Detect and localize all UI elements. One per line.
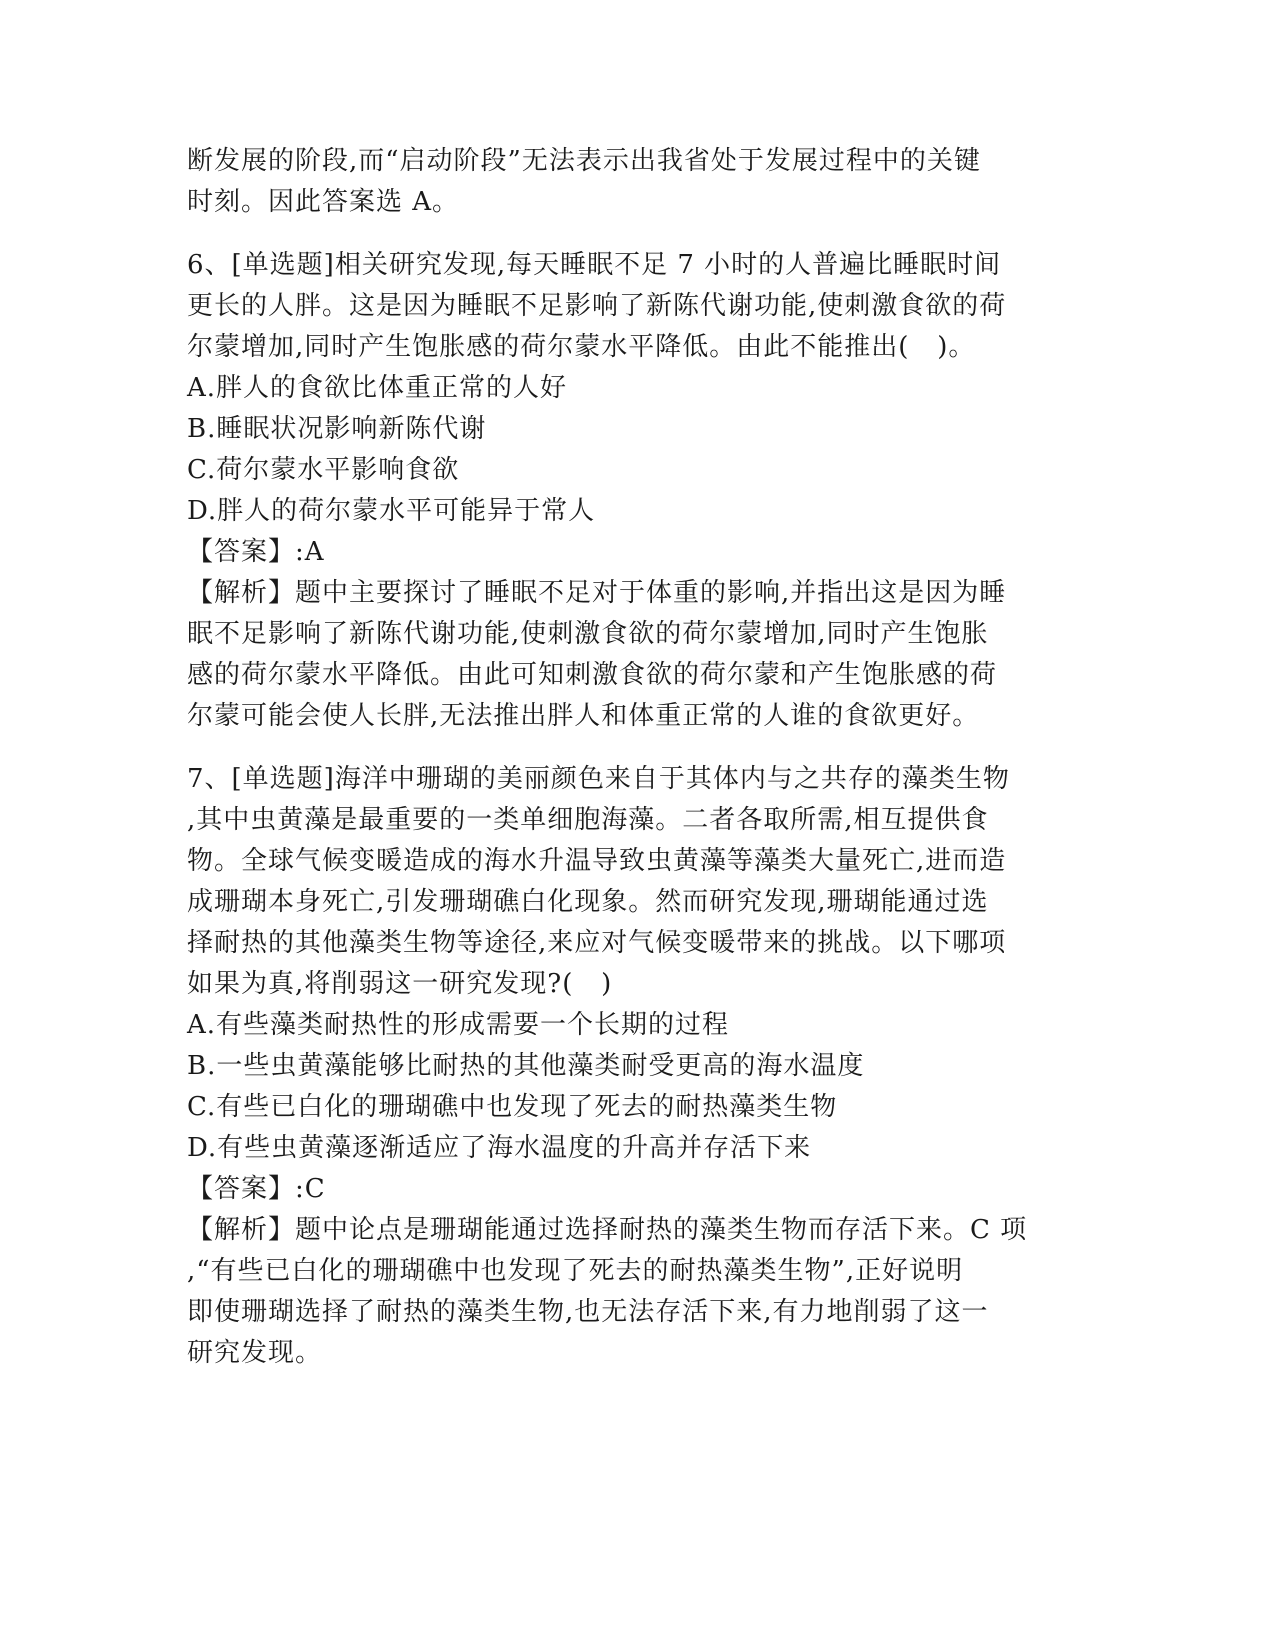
q6-option-d: D.胖人的荷尔蒙水平可能异于常人 — [187, 496, 596, 526]
q7-answer: 【答案】:C — [187, 1174, 326, 1204]
q6-analysis-line: 尔蒙可能会使人长胖,无法推出胖人和体重正常的人谁的食欲更好。 — [187, 701, 980, 731]
q7-option-a: A.有些藻类耐热性的形成需要一个长期的过程 — [187, 1010, 730, 1040]
q6-option-b: B.睡眠状况影响新陈代谢 — [187, 414, 487, 444]
q7-stem-line: 择耐热的其他藻类生物等途径,来应对气候变暖带来的挑战。以下哪项 — [187, 928, 1007, 958]
q6-stem-line: 尔蒙增加,同时产生饱胀感的荷尔蒙水平降低。由此不能推出( )。 — [187, 332, 976, 362]
intro-line: 时刻。因此答案选 A。 — [187, 187, 460, 217]
q7-option-b: B.一些虫黄藻能够比耐热的其他藻类耐受更高的海水温度 — [187, 1051, 865, 1081]
q7-option-d: D.有些虫黄藻逐渐适应了海水温度的升高并存活下来 — [187, 1133, 812, 1163]
q7-option-c: C.有些已白化的珊瑚礁中也发现了死去的耐热藻类生物 — [187, 1092, 838, 1122]
q7-analysis-line: 研究发现。 — [187, 1338, 323, 1368]
q6-analysis-line: 眠不足影响了新陈代谢功能,使刺激食欲的荷尔蒙增加,同时产生饱胀 — [187, 619, 989, 649]
q7-stem-line: 如果为真,将削弱这一研究发现?( ) — [187, 969, 613, 999]
q6-analysis-line: 【解析】题中主要探讨了睡眠不足对于体重的影响,并指出这是因为睡 — [187, 578, 1007, 608]
q7-stem-line: ,其中虫黄藻是最重要的一类单细胞海藻。二者各取所需,相互提供食 — [187, 805, 989, 835]
q7-stem-line: 7、[单选题]海洋中珊瑚的美丽颜色来自于其体内与之共存的藻类生物 — [187, 764, 1010, 794]
q6-stem-line: 6、[单选题]相关研究发现,每天睡眠不足 7 小时的人普遍比睡眠时间 — [187, 250, 1002, 280]
q7-analysis-line: 【解析】题中论点是珊瑚能通过选择耐热的藻类生物而存活下来。C 项 — [187, 1215, 1028, 1245]
q6-stem-line: 更长的人胖。这是因为睡眠不足影响了新陈代谢功能,使刺激食欲的荷 — [187, 291, 1007, 321]
q7-stem-line: 成珊瑚本身死亡,引发珊瑚礁白化现象。然而研究发现,珊瑚能通过选 — [187, 887, 989, 917]
q6-analysis-line: 感的荷尔蒙水平降低。由此可知刺激食欲的荷尔蒙和产生饱胀感的荷 — [187, 660, 998, 690]
q7-stem-line: 物。全球气候变暖造成的海水升温导致虫黄藻等藻类大量死亡,进而造 — [187, 846, 1007, 876]
q7-analysis-line: ,“有些已白化的珊瑚礁中也发现了死去的耐热藻类生物”,正好说明 — [187, 1256, 964, 1286]
q6-option-a: A.胖人的食欲比体重正常的人好 — [187, 373, 568, 403]
q6-answer: 【答案】:A — [187, 537, 325, 567]
intro-line: 断发展的阶段,而“启动阶段”无法表示出我省处于发展过程中的关键 — [187, 146, 981, 176]
q6-option-c: C.荷尔蒙水平影响食欲 — [187, 455, 460, 485]
q7-analysis-line: 即使珊瑚选择了耐热的藻类生物,也无法存活下来,有力地削弱了这一 — [187, 1297, 989, 1327]
